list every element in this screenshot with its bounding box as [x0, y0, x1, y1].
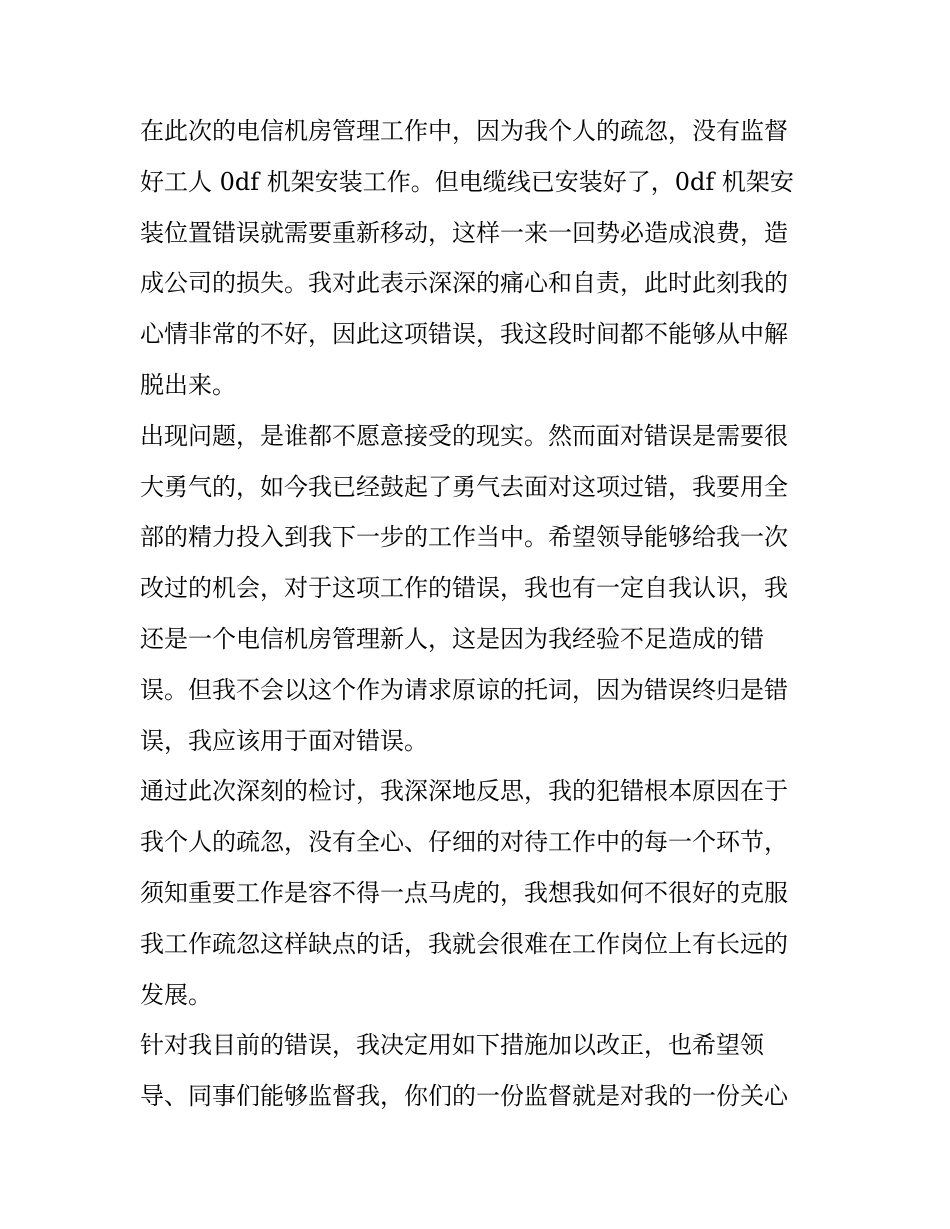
text-line: 成公司的损失。我对此表示深深的痛心和自责，此时此刻我的	[140, 269, 788, 298]
text-line: 好工人 0df 机架安装工作。但电缆线已安装好了，0df 机架安	[140, 167, 794, 196]
text-line: 通过此次深刻的检讨，我深深地反思，我的犯错根本原因在于	[140, 777, 788, 806]
text-line: 误，我应该用于面对错误。	[140, 726, 428, 755]
text-line: 发展。	[140, 980, 212, 1009]
body-text	[140, 106, 820, 1122]
text-line: 大勇气的，如今我已经鼓起了勇气去面对这项过错，我要用全	[140, 472, 788, 501]
text-line: 脱出来。	[140, 370, 236, 399]
text-line: 还是一个电信机房管理新人，这是因为我经验不足造成的错	[140, 624, 764, 653]
text-line: 我工作疏忽这样缺点的话，我就会很难在工作岗位上有长远的	[140, 929, 788, 958]
text-line: 我个人的疏忽，没有全心、仔细的对待工作中的每一个环节，	[140, 828, 788, 857]
text-line: 出现问题，是谁都不愿意接受的现实。然而面对错误是需要很	[140, 421, 788, 450]
text-line: 心情非常的不好，因此这项错误，我这段时间都不能够从中解	[140, 320, 788, 349]
text-line: 针对我目前的错误，我决定用如下措施加以改正，也希望领	[140, 1031, 764, 1060]
text-line: 导、同事们能够监督我，你们的一份监督就是对我的一份关心	[140, 1082, 788, 1111]
text-line: 部的精力投入到我下一步的工作当中。希望领导能够给我一次	[140, 523, 788, 552]
text-line: 在此次的电信机房管理工作中，因为我个人的疏忽，没有监督	[140, 117, 788, 145]
text-line: 改过的机会，对于这项工作的错误，我也有一定自我认识，我	[140, 574, 788, 603]
text-line: 装位置错误就需要重新移动，这样一来一回势必造成浪费，造	[140, 218, 788, 247]
text-line: 须知重要工作是容不得一点马虎的，我想我如何不很好的克服	[140, 878, 788, 907]
text-line: 误。但我不会以这个作为请求原谅的托词，因为错误终归是错	[140, 675, 788, 704]
